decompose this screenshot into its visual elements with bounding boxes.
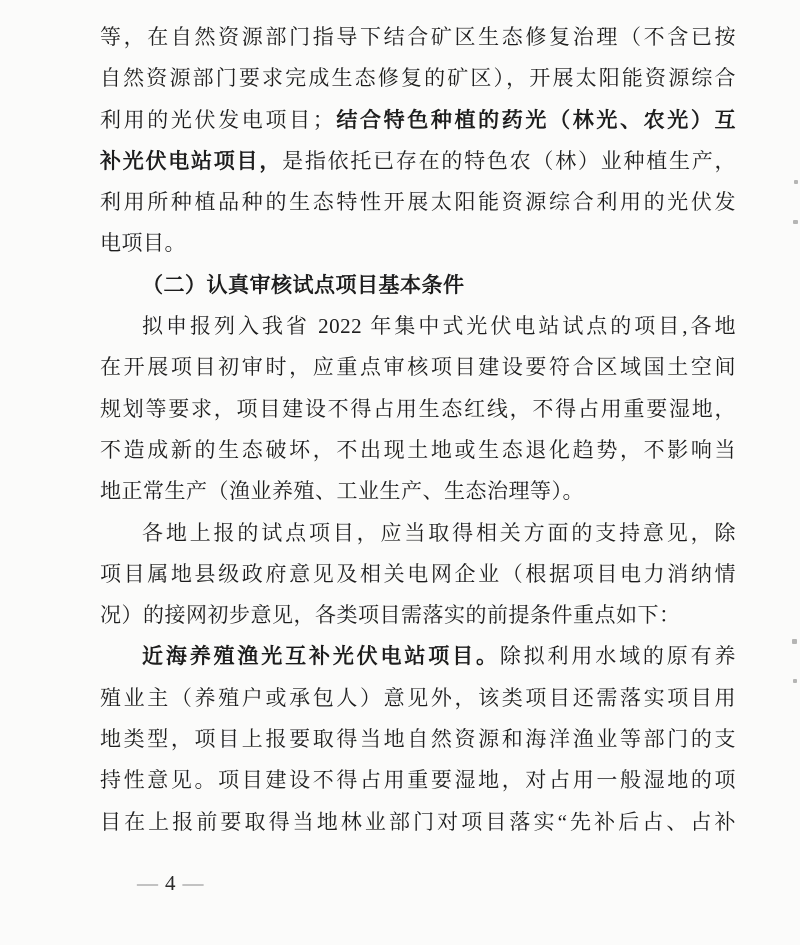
- bold-run: 近海养殖渔光互补光伏电站项目。: [142, 644, 500, 669]
- page-number-dash-left: —: [137, 871, 159, 895]
- text-run: 在开展项目初审时，应重点审核项目建设要符合区域国土空间: [100, 355, 736, 380]
- section-heading: [100, 265, 736, 306]
- text-run: 况）的接网初步意见，各类项目需落实的前提条件重点如下：: [100, 603, 681, 628]
- text-run: 规划等要求，项目建设不得占用生态红线，不得占用重要湿地，: [100, 396, 736, 421]
- page-number-value: 4: [165, 871, 177, 895]
- text-line: [100, 636, 736, 677]
- text-line: [100, 595, 736, 636]
- text-run: 自然资源部门要求完成生态修复的矿区），开展太阳能资源综合: [100, 66, 736, 91]
- text-run: 目在上报前要取得当地林业部门对项目落实“先补后占、占补: [100, 809, 736, 834]
- text-line: [100, 513, 736, 554]
- text-run: 是指依托已存在的特色农（林）业种植生产，: [282, 148, 737, 173]
- scan-speck: [793, 220, 798, 224]
- text-run: 拟申报列入我省 2022 年集中式光伏电站试点的项目,各地: [142, 314, 736, 339]
- text-line: [100, 719, 736, 760]
- bold-run: （二）认真审核试点项目基本条件: [142, 272, 465, 297]
- text-run: 地正常生产（渔业养殖、工业生产、生态治理等）。: [100, 479, 584, 504]
- text-line: [100, 430, 736, 471]
- text-line: [100, 471, 736, 512]
- text-line: [100, 100, 736, 141]
- text-line: [100, 141, 736, 182]
- bold-run: 补光伏电站项目，: [100, 148, 283, 173]
- text-run: 持性意见。项目建设不得占用重要湿地，对占用一般湿地的项: [100, 768, 736, 793]
- scan-speck: [793, 679, 797, 683]
- scan-speck: [794, 180, 798, 184]
- bold-run: 结合特色种植的药光（林光、农光）互: [334, 107, 737, 132]
- text-block: [100, 17, 736, 843]
- text-line: [100, 17, 736, 58]
- text-line: [100, 347, 736, 388]
- text-run: 地类型，项目上报要取得当地自然资源和海洋渔业等部门的支: [100, 727, 736, 752]
- text-run: 利用的光伏发电项目；: [100, 107, 335, 132]
- text-run: 殖业主（养殖户或承包人）意见外，该类项目还需落实项目用: [100, 685, 736, 710]
- text-line: [100, 306, 736, 347]
- text-line: [100, 223, 736, 264]
- text-run: 不造成新的生态破坏，不出现土地或生态退化趋势，不影响当: [100, 437, 736, 462]
- page-number: [131, 869, 211, 897]
- text-run: 利用所种植品种的生态特性开展太阳能资源综合利用的光伏发: [100, 190, 736, 215]
- text-run: 各地上报的试点项目，应当取得相关方面的支持意见，除: [142, 520, 736, 545]
- text-run: 除拟利用水域的原有养: [499, 644, 736, 669]
- text-line: [100, 802, 736, 843]
- text-run: 等，在自然资源部门指导下结合矿区生态修复治理（不含已按: [100, 25, 736, 49]
- text-run: 项目属地县级政府意见及相关电网企业（根据项目电力消纳情: [100, 561, 736, 586]
- text-line: [100, 58, 736, 99]
- text-line: [100, 760, 736, 801]
- text-run: 电项目。: [100, 231, 186, 256]
- text-line: [100, 554, 736, 595]
- text-line: [100, 389, 736, 430]
- text-line: [100, 182, 736, 223]
- page-number-dash-right: —: [182, 871, 205, 895]
- text-line: [100, 678, 736, 719]
- scan-speck: [792, 639, 797, 644]
